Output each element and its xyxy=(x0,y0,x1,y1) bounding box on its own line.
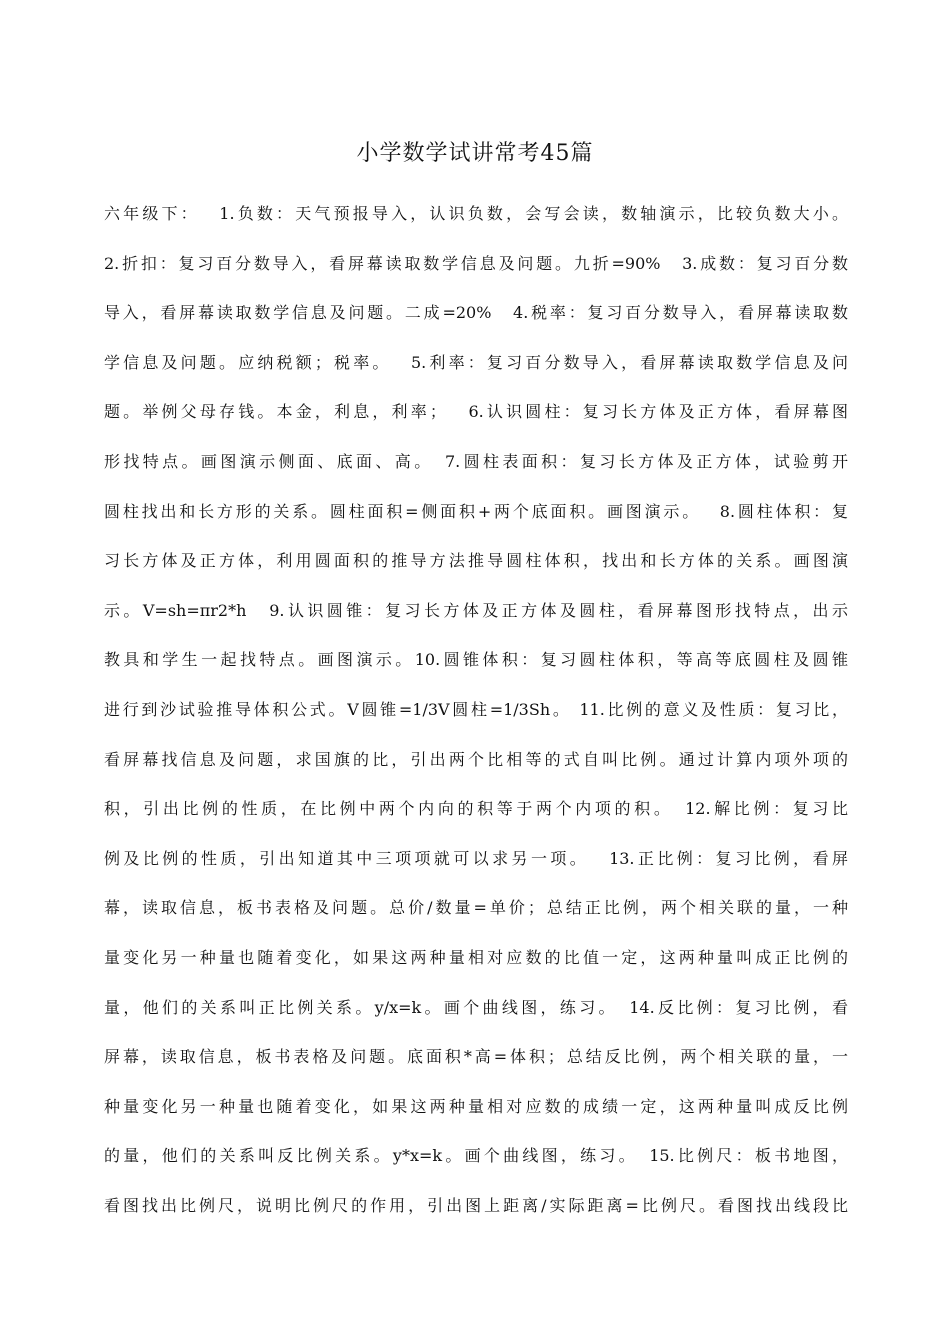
body-line: 学信息及问题。应纳税额；税率。 5.利率：复习百分数导入，看屏幕读取数学信息及问 xyxy=(104,352,848,372)
body-line: 种量变化另一种量也随着变化，如果这两种量相对应数的成绩一定，这两种量叫成反比例 xyxy=(104,1096,848,1116)
body-line: 六年级下： 1.负数：天气预报导入，认识负数，会写会读，数轴演示，比较负数大小。 xyxy=(104,204,848,223)
body-line: 习长方体及正方体，利用圆面积的推导方法推导圆柱体积，找出和长方体的关系。画图演 xyxy=(104,551,848,571)
body-line: 量变化另一种量也随着变化，如果这两种量相对应数的比值一定，这两种量叫成正比例的 xyxy=(104,947,848,967)
body-line: 屏幕，读取信息，板书表格及问题。底面积*高=体积；总结反比例，两个相关联的量，一 xyxy=(104,1047,848,1067)
body-line: 看图找出比例尺，说明比例尺的作用，引出图上距离/实际距离=比例尺。看图找出线段比 xyxy=(104,1195,848,1215)
document-title: 小学数学试讲常考45篇 xyxy=(356,141,594,166)
body-line: 教具和学生一起找特点。画图演示。10.圆锥体积：复习圆柱体积，等高等底圆柱及圆锥 xyxy=(104,650,848,670)
body-line: 量，他们的关系叫正比例关系。y/x=k。画个曲线图，练习。 14.反比例：复习比例，看 xyxy=(104,997,848,1017)
body-line: 例及比例的性质，引出知道其中三项项就可以求另一项。 13.正比例：复习比例，看屏 xyxy=(104,848,848,868)
body-line: 积，引出比例的性质，在比例中两个内向的积等于两个内项的积。 12.解比例：复习比 xyxy=(104,799,848,819)
body-line: 看屏幕找信息及问题，求国旗的比，引出两个比相等的式自叫比例。通过计算内项外项的 xyxy=(104,749,848,769)
body-line: 示。V=sh=πr2*h 9.认识圆锥：复习长方体及正方体及圆柱，看屏幕图形找特点，出示 xyxy=(104,600,848,620)
body-line: 进行到沙试验推导体积公式。V圆锥=1/3V圆柱=1/3Sh。 11.比例的意义及性质：复习比， xyxy=(104,699,848,719)
body-line: 圆柱找出和长方形的关系。圆柱面积=侧面积+两个底面积。画图演示。 8.圆柱体积：复 xyxy=(104,501,848,521)
body-line: 2.折扣：复习百分数导入，看屏幕读取数学信息及问题。九折=90% 3.成数：复习百分数 xyxy=(104,253,848,273)
body-line: 幕，读取信息，板书表格及问题。总价/数量=单价；总结正比例，两个相关联的量，一种 xyxy=(104,898,848,918)
body-line: 导入，看屏幕读取数学信息及问题。二成=20% 4.税率：复习百分数导入，看屏幕读取数 xyxy=(104,303,848,323)
body-line: 形找特点。画图演示侧面、底面、高。 7.圆柱表面积：复习长方体及正方体，试验剪开 xyxy=(104,451,848,471)
body-line: 的量，他们的关系叫反比例关系。y*x=k。画个曲线图，练习。 15.比例尺：板书地图， xyxy=(104,1146,848,1166)
body-line: 题。举例父母存钱。本金，利息，利率； 6.认识圆柱：复习长方体及正方体，看屏幕图 xyxy=(104,402,848,422)
document-body xyxy=(104,199,848,1240)
